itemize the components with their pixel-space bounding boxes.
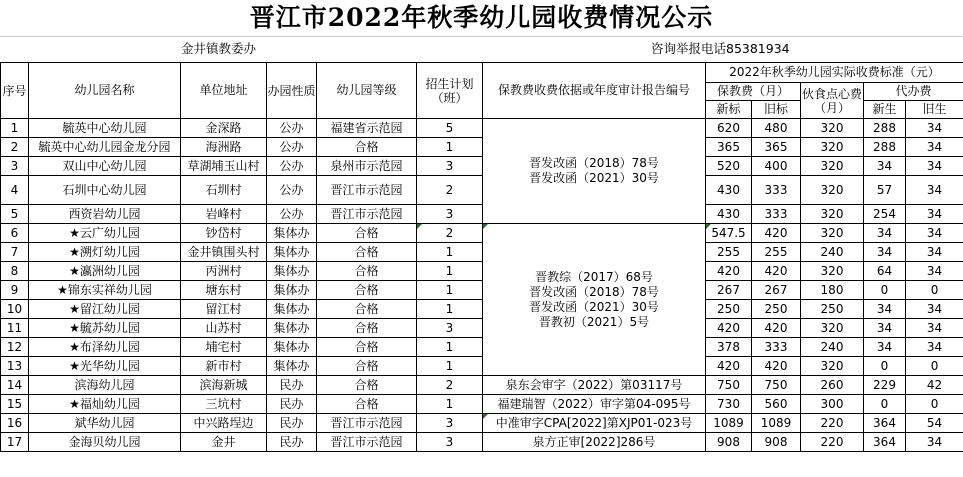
cell-agent-old: 42 bbox=[906, 376, 963, 395]
cell-meal: 320 bbox=[801, 138, 864, 157]
cell-agent-new: 288 bbox=[864, 138, 906, 157]
table-row bbox=[1, 176, 963, 205]
fee-table bbox=[0, 62, 963, 452]
cell-tuition-old: 333 bbox=[752, 338, 801, 357]
cell-plan: 3 bbox=[417, 157, 483, 176]
cell-grade: 晋江市示范园 bbox=[317, 176, 417, 205]
cell-tuition-old: 333 bbox=[752, 176, 801, 205]
cell-tuition-new: 908 bbox=[706, 433, 752, 452]
cell-name: ★福灿幼儿园 bbox=[29, 395, 181, 414]
cell-agent-old: 34 bbox=[906, 300, 963, 319]
cell-address: 新市村 bbox=[181, 357, 267, 376]
cell-nature: 集体办 bbox=[267, 243, 317, 262]
cell-agent-new: 364 bbox=[864, 414, 906, 433]
cell-agent-new: 34 bbox=[864, 300, 906, 319]
basis-group-collective bbox=[483, 224, 706, 376]
cell-agent-new: 0 bbox=[864, 357, 906, 376]
cell-address: 钞岱村 bbox=[181, 224, 267, 243]
cell-seq: 3 bbox=[1, 157, 29, 176]
cell-address: 金井 bbox=[181, 433, 267, 452]
cell-address: 金深路 bbox=[181, 119, 267, 138]
cell-tuition-old: 267 bbox=[752, 281, 801, 300]
table-row bbox=[1, 157, 963, 176]
cell-nature: 民办 bbox=[267, 395, 317, 414]
cell-name: 金海贝幼儿园 bbox=[29, 433, 181, 452]
header-nature: 办园性质 bbox=[267, 63, 317, 119]
cell-agent-old: 0 bbox=[906, 395, 963, 414]
cell-seq: 11 bbox=[1, 319, 29, 338]
cell-nature: 集体办 bbox=[267, 338, 317, 357]
cell-plan: 1 bbox=[417, 357, 483, 376]
cell-grade: 福建省示范园 bbox=[317, 119, 417, 138]
cell-meal: 250 bbox=[801, 300, 864, 319]
cell-address: 塘东村 bbox=[181, 281, 267, 300]
cell-address: 山苏村 bbox=[181, 319, 267, 338]
cell-seq: 12 bbox=[1, 338, 29, 357]
cell-agent-new: 34 bbox=[864, 157, 906, 176]
header-fee-standard: 2022年秋季幼儿园实际收费标准（元） bbox=[706, 63, 963, 83]
cell-agent-old: 34 bbox=[906, 243, 963, 262]
cell-meal: 220 bbox=[801, 414, 864, 433]
page-title: 晋江市2022年秋季幼儿园收费情况公示 bbox=[249, 3, 714, 32]
header-meal: 伙食点心费（月） bbox=[801, 83, 864, 119]
cell-agent-new: 34 bbox=[864, 224, 906, 243]
cell-agent-new: 34 bbox=[864, 243, 906, 262]
cell-meal: 320 bbox=[801, 357, 864, 376]
cell-meal: 320 bbox=[801, 176, 864, 205]
cell-seq: 14 bbox=[1, 376, 29, 395]
basis-line: 晋发改函（2018）78号 bbox=[529, 156, 659, 170]
cell-meal: 240 bbox=[801, 338, 864, 357]
basis-line: 晋发改函（2021）30号 bbox=[529, 299, 659, 314]
cell-tuition-new: 267 bbox=[706, 281, 752, 300]
cell-agent-new: 254 bbox=[864, 205, 906, 224]
cell-tuition-new: 1089 bbox=[706, 414, 752, 433]
cell-seq: 5 bbox=[1, 205, 29, 224]
cell-agent-new: 229 bbox=[864, 376, 906, 395]
cell-agent-old: 34 bbox=[906, 224, 963, 243]
basis-line: 晋发改函（2021）30号 bbox=[529, 171, 659, 185]
cell-meal: 300 bbox=[801, 395, 864, 414]
cell-seq: 13 bbox=[1, 357, 29, 376]
cell-nature: 民办 bbox=[267, 433, 317, 452]
cell-basis: 中准审字CPA[2022]第XJP01-023号 bbox=[483, 414, 706, 433]
header-name: 幼儿园名称 bbox=[29, 63, 181, 119]
cell-grade: 合格 bbox=[317, 224, 417, 243]
cell-nature: 公办 bbox=[267, 157, 317, 176]
cell-agent-old: 34 bbox=[906, 433, 963, 452]
cell-address: 金井镇围头村 bbox=[181, 243, 267, 262]
cell-tuition-old: 750 bbox=[752, 376, 801, 395]
cell-address: 滨海新城 bbox=[181, 376, 267, 395]
cell-seq: 15 bbox=[1, 395, 29, 414]
cell-meal: 320 bbox=[801, 119, 864, 138]
cell-plan: 2 bbox=[417, 224, 483, 243]
cell-agent-old: 34 bbox=[906, 157, 963, 176]
cell-name: ★云广幼儿园 bbox=[29, 224, 181, 243]
cell-nature: 集体办 bbox=[267, 281, 317, 300]
cell-name: 滨海幼儿园 bbox=[29, 376, 181, 395]
cell-agent-new: 64 bbox=[864, 262, 906, 281]
cell-tuition-old: 420 bbox=[752, 262, 801, 281]
cell-agent-old: 0 bbox=[906, 281, 963, 300]
header-agent: 代办费 bbox=[864, 83, 963, 101]
cell-tuition-old: 560 bbox=[752, 395, 801, 414]
cell-plan: 3 bbox=[417, 414, 483, 433]
cell-nature: 集体办 bbox=[267, 262, 317, 281]
cell-plan: 1 bbox=[417, 300, 483, 319]
cell-agent-new: 0 bbox=[864, 395, 906, 414]
cell-plan: 2 bbox=[417, 376, 483, 395]
cell-nature: 公办 bbox=[267, 138, 317, 157]
cell-agent-old: 34 bbox=[906, 119, 963, 138]
cell-agent-old: 34 bbox=[906, 176, 963, 205]
cell-nature: 集体办 bbox=[267, 357, 317, 376]
header-plan: 招生计划（班） bbox=[417, 63, 483, 119]
cell-agent-old: 34 bbox=[906, 205, 963, 224]
cell-grade: 合格 bbox=[317, 300, 417, 319]
cell-plan: 3 bbox=[417, 319, 483, 338]
cell-tuition-new: 730 bbox=[706, 395, 752, 414]
cell-address: 留江村 bbox=[181, 300, 267, 319]
basis-line: 晋教初（2021）5号 bbox=[538, 314, 650, 329]
cell-basis: 泉方正审[2022]286号 bbox=[483, 433, 706, 452]
title-divider bbox=[0, 36, 963, 37]
cell-agent-new: 0 bbox=[864, 281, 906, 300]
cell-seq: 4 bbox=[1, 176, 29, 205]
header-agent-new: 新生 bbox=[864, 101, 906, 119]
header-seq: 序号 bbox=[1, 63, 29, 119]
cell-nature: 公办 bbox=[267, 176, 317, 205]
cell-tuition-new: 365 bbox=[706, 138, 752, 157]
table-row bbox=[1, 119, 963, 138]
table-row bbox=[1, 433, 963, 452]
cell-grade: 合格 bbox=[317, 319, 417, 338]
cell-agent-old: 34 bbox=[906, 338, 963, 357]
cell-name: 毓英中心幼儿园金龙分园 bbox=[29, 138, 181, 157]
cell-plan: 3 bbox=[417, 205, 483, 224]
cell-tuition-new: 255 bbox=[706, 243, 752, 262]
cell-address: 丙洲村 bbox=[181, 262, 267, 281]
cell-tuition-old: 1089 bbox=[752, 414, 801, 433]
cell-address: 埔宅村 bbox=[181, 338, 267, 357]
hotline: 咨询举报电话85381934 bbox=[651, 41, 790, 56]
cell-plan: 5 bbox=[417, 119, 483, 138]
cell-name: 双山中心幼儿园 bbox=[29, 157, 181, 176]
cell-seq: 17 bbox=[1, 433, 29, 452]
cell-nature: 民办 bbox=[267, 376, 317, 395]
basis-line: 晋教综（2017）68号 bbox=[535, 269, 653, 284]
cell-grade: 合格 bbox=[317, 395, 417, 414]
cell-grade: 合格 bbox=[317, 281, 417, 300]
cell-seq: 10 bbox=[1, 300, 29, 319]
cell-seq: 16 bbox=[1, 414, 29, 433]
cell-nature: 公办 bbox=[267, 205, 317, 224]
cell-tuition-old: 420 bbox=[752, 319, 801, 338]
basis-line: 晋发改函（2018）78号 bbox=[529, 284, 659, 299]
cell-name: ★布泽幼儿园 bbox=[29, 338, 181, 357]
cell-plan: 1 bbox=[417, 338, 483, 357]
cell-tuition-new: 250 bbox=[706, 300, 752, 319]
table-row bbox=[1, 414, 963, 433]
cell-agent-old: 34 bbox=[906, 138, 963, 157]
cell-address: 石圳村 bbox=[181, 176, 267, 205]
basis-group-public bbox=[483, 119, 706, 224]
cell-address: 中兴路埕边 bbox=[181, 414, 267, 433]
cell-tuition-new: 750 bbox=[706, 376, 752, 395]
cell-grade: 合格 bbox=[317, 376, 417, 395]
cell-name: ★留江幼儿园 bbox=[29, 300, 181, 319]
cell-seq: 7 bbox=[1, 243, 29, 262]
cell-tuition-new: 420 bbox=[706, 357, 752, 376]
cell-tuition-new: 430 bbox=[706, 176, 752, 205]
cell-tuition-old: 333 bbox=[752, 205, 801, 224]
cell-tuition-new: 547.5 bbox=[706, 224, 752, 243]
cell-name: ★锦东实祥幼儿园 bbox=[29, 281, 181, 300]
cell-name: ★溯灯幼儿园 bbox=[29, 243, 181, 262]
cell-plan: 1 bbox=[417, 262, 483, 281]
cell-agent-new: 288 bbox=[864, 119, 906, 138]
cell-plan: 2 bbox=[417, 176, 483, 205]
cell-meal: 180 bbox=[801, 281, 864, 300]
cell-basis: 福建瑞智（2022）审字第04-095号 bbox=[483, 395, 706, 414]
cell-agent-new: 34 bbox=[864, 319, 906, 338]
cell-tuition-new: 378 bbox=[706, 338, 752, 357]
cell-seq: 9 bbox=[1, 281, 29, 300]
cell-tuition-old: 250 bbox=[752, 300, 801, 319]
cell-name: ★光华幼儿园 bbox=[29, 357, 181, 376]
cell-seq: 1 bbox=[1, 119, 29, 138]
cell-plan: 1 bbox=[417, 138, 483, 157]
table-row bbox=[1, 138, 963, 157]
cell-tuition-new: 620 bbox=[706, 119, 752, 138]
cell-meal: 320 bbox=[801, 157, 864, 176]
cell-grade: 合格 bbox=[317, 357, 417, 376]
cell-name: 西资岩幼儿园 bbox=[29, 205, 181, 224]
cell-grade: 泉州市示范园 bbox=[317, 157, 417, 176]
table-row bbox=[1, 224, 963, 243]
cell-basis: 泉东会审字（2022）第03117号 bbox=[483, 376, 706, 395]
cell-plan: 1 bbox=[417, 281, 483, 300]
cell-address: 海洲路 bbox=[181, 138, 267, 157]
header-tuition: 保教费（月） bbox=[706, 83, 801, 101]
cell-meal: 240 bbox=[801, 243, 864, 262]
cell-agent-old: 34 bbox=[906, 319, 963, 338]
cell-grade: 合格 bbox=[317, 262, 417, 281]
cell-tuition-old: 908 bbox=[752, 433, 801, 452]
cell-seq: 8 bbox=[1, 262, 29, 281]
cell-name: 斌华幼儿园 bbox=[29, 414, 181, 433]
cell-meal: 320 bbox=[801, 224, 864, 243]
cell-tuition-old: 365 bbox=[752, 138, 801, 157]
cell-name: ★瀛洲幼儿园 bbox=[29, 262, 181, 281]
cell-plan: 1 bbox=[417, 243, 483, 262]
cell-meal: 320 bbox=[801, 319, 864, 338]
cell-name: 毓英中心幼儿园 bbox=[29, 119, 181, 138]
cell-tuition-old: 480 bbox=[752, 119, 801, 138]
cell-address: 岩峰村 bbox=[181, 205, 267, 224]
cell-plan: 1 bbox=[417, 395, 483, 414]
cell-agent-new: 57 bbox=[864, 176, 906, 205]
cell-address: 三坑村 bbox=[181, 395, 267, 414]
cell-agent-new: 34 bbox=[864, 338, 906, 357]
cell-agent-old: 34 bbox=[906, 262, 963, 281]
cell-nature: 民办 bbox=[267, 414, 317, 433]
cell-grade: 合格 bbox=[317, 138, 417, 157]
cell-tuition-old: 420 bbox=[752, 357, 801, 376]
header-tuition-new: 新标 bbox=[706, 101, 752, 119]
table-row bbox=[1, 395, 963, 414]
cell-meal: 260 bbox=[801, 376, 864, 395]
cell-address: 草湖埔玉山村 bbox=[181, 157, 267, 176]
table-row bbox=[1, 376, 963, 395]
cell-nature: 集体办 bbox=[267, 224, 317, 243]
cell-tuition-new: 420 bbox=[706, 319, 752, 338]
cell-grade: 晋江市示范园 bbox=[317, 414, 417, 433]
cell-agent-new: 364 bbox=[864, 433, 906, 452]
cell-grade: 合格 bbox=[317, 338, 417, 357]
cell-seq: 6 bbox=[1, 224, 29, 243]
header-basis: 保教费收费依据或年度审计报告编号 bbox=[483, 63, 706, 119]
cell-meal: 320 bbox=[801, 262, 864, 281]
cell-tuition-old: 400 bbox=[752, 157, 801, 176]
cell-name: ★毓苏幼儿园 bbox=[29, 319, 181, 338]
header-grade: 幼儿园等级 bbox=[317, 63, 417, 119]
cell-plan: 3 bbox=[417, 433, 483, 452]
cell-meal: 220 bbox=[801, 433, 864, 452]
cell-tuition-new: 520 bbox=[706, 157, 752, 176]
header-agent-old: 旧生 bbox=[906, 101, 963, 119]
cell-grade: 晋江市示范园 bbox=[317, 205, 417, 224]
cell-tuition-new: 420 bbox=[706, 262, 752, 281]
cell-name: 石圳中心幼儿园 bbox=[29, 176, 181, 205]
header-address: 单位地址 bbox=[181, 63, 267, 119]
org-name: 金井镇教委办 bbox=[181, 41, 257, 56]
table-row bbox=[1, 205, 963, 224]
cell-tuition-new: 430 bbox=[706, 205, 752, 224]
cell-agent-old: 54 bbox=[906, 414, 963, 433]
cell-tuition-old: 420 bbox=[752, 224, 801, 243]
cell-seq: 2 bbox=[1, 138, 29, 157]
cell-meal: 320 bbox=[801, 205, 864, 224]
cell-nature: 集体办 bbox=[267, 319, 317, 338]
cell-grade: 晋江市示范园 bbox=[317, 433, 417, 452]
cell-tuition-old: 255 bbox=[752, 243, 801, 262]
header-tuition-old: 旧标 bbox=[752, 101, 801, 119]
cell-grade: 合格 bbox=[317, 243, 417, 262]
cell-nature: 公办 bbox=[267, 119, 317, 138]
cell-agent-old: 0 bbox=[906, 357, 963, 376]
cell-nature: 集体办 bbox=[267, 300, 317, 319]
